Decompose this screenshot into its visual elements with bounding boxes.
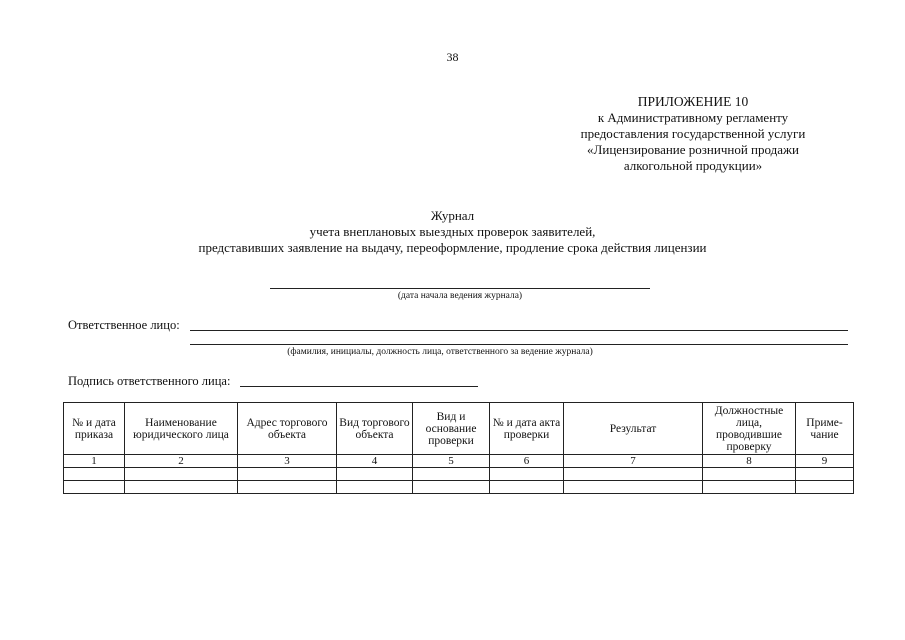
- journal-subtitle-2: представивших заявление на выдачу, переоформление, продление срока действия лицензии: [198, 240, 707, 255]
- table-cell[interactable]: [125, 481, 238, 494]
- appendix-line: «Лицензирование розничной продажи: [587, 142, 799, 157]
- table-cell[interactable]: [490, 468, 564, 481]
- table-cell[interactable]: [796, 481, 854, 494]
- signature-label: Подпись ответственного лица:: [68, 374, 231, 388]
- table-cell[interactable]: [337, 468, 413, 481]
- header-cell: Вид торгового объекта: [337, 403, 413, 455]
- table-cell[interactable]: [125, 468, 238, 481]
- responsible-field-line[interactable]: [190, 330, 848, 331]
- appendix-line: предоставления государственной услуги: [580, 126, 806, 141]
- header-cell: Должностные лица, проводившие проверку: [703, 403, 796, 455]
- table-cell[interactable]: [64, 481, 125, 494]
- header-cell: Наименование юридического лица: [125, 403, 238, 455]
- table-cell[interactable]: [703, 481, 796, 494]
- table-cell[interactable]: [64, 468, 125, 481]
- header-cell: Адрес торгового объекта: [238, 403, 337, 455]
- table-cell[interactable]: [564, 468, 703, 481]
- appendix-title: ПРИЛОЖЕНИЕ 10: [637, 94, 749, 109]
- responsible-label: Ответственное лицо:: [68, 318, 180, 332]
- header-cell: № и дата приказа: [64, 403, 125, 455]
- column-number-row: [64, 455, 854, 468]
- header-cell: № и дата акта проверки: [490, 403, 564, 455]
- table-cell[interactable]: [238, 468, 337, 481]
- column-number: 4: [337, 455, 413, 468]
- responsible-field-line-2[interactable]: [190, 344, 848, 345]
- column-number: 5: [413, 455, 490, 468]
- table-cell[interactable]: [238, 481, 337, 494]
- table-cell[interactable]: [337, 481, 413, 494]
- appendix-line: алкогольной продукции»: [623, 158, 763, 173]
- journal-title: Журнал: [430, 208, 475, 223]
- table-cell[interactable]: [703, 468, 796, 481]
- column-number: 2: [125, 455, 238, 468]
- column-number: 9: [796, 455, 854, 468]
- start-date-line[interactable]: [270, 288, 650, 289]
- responsible-caption: (фамилия, инициалы, должность лица, ответственного за ведение журнала): [287, 347, 593, 357]
- header-cell: Результат: [564, 403, 703, 455]
- header-cell: Приме-чание: [796, 403, 854, 455]
- table-cell[interactable]: [796, 468, 854, 481]
- signature-field-line[interactable]: [240, 386, 478, 387]
- journal-heading: [0, 208, 905, 256]
- journal-subtitle-1: учета внеплановых выездных проверок заявителей,: [309, 224, 596, 239]
- column-number: 1: [64, 455, 125, 468]
- column-number: 7: [564, 455, 703, 468]
- start-date-caption: (дата начала ведения журнала): [397, 291, 523, 301]
- column-number: 8: [703, 455, 796, 468]
- appendix-block: [543, 94, 843, 174]
- table-row: [64, 468, 854, 481]
- appendix-line: к Административному регламенту: [597, 110, 789, 125]
- page-number: 38: [446, 50, 459, 64]
- table-cell[interactable]: [413, 468, 490, 481]
- table-cell[interactable]: [564, 481, 703, 494]
- column-number: 3: [238, 455, 337, 468]
- header-cell: Вид и основание проверки: [413, 403, 490, 455]
- table-cell[interactable]: [490, 481, 564, 494]
- column-number: 6: [490, 455, 564, 468]
- register-table: [63, 402, 854, 494]
- table-row: [64, 481, 854, 494]
- table-cell[interactable]: [413, 481, 490, 494]
